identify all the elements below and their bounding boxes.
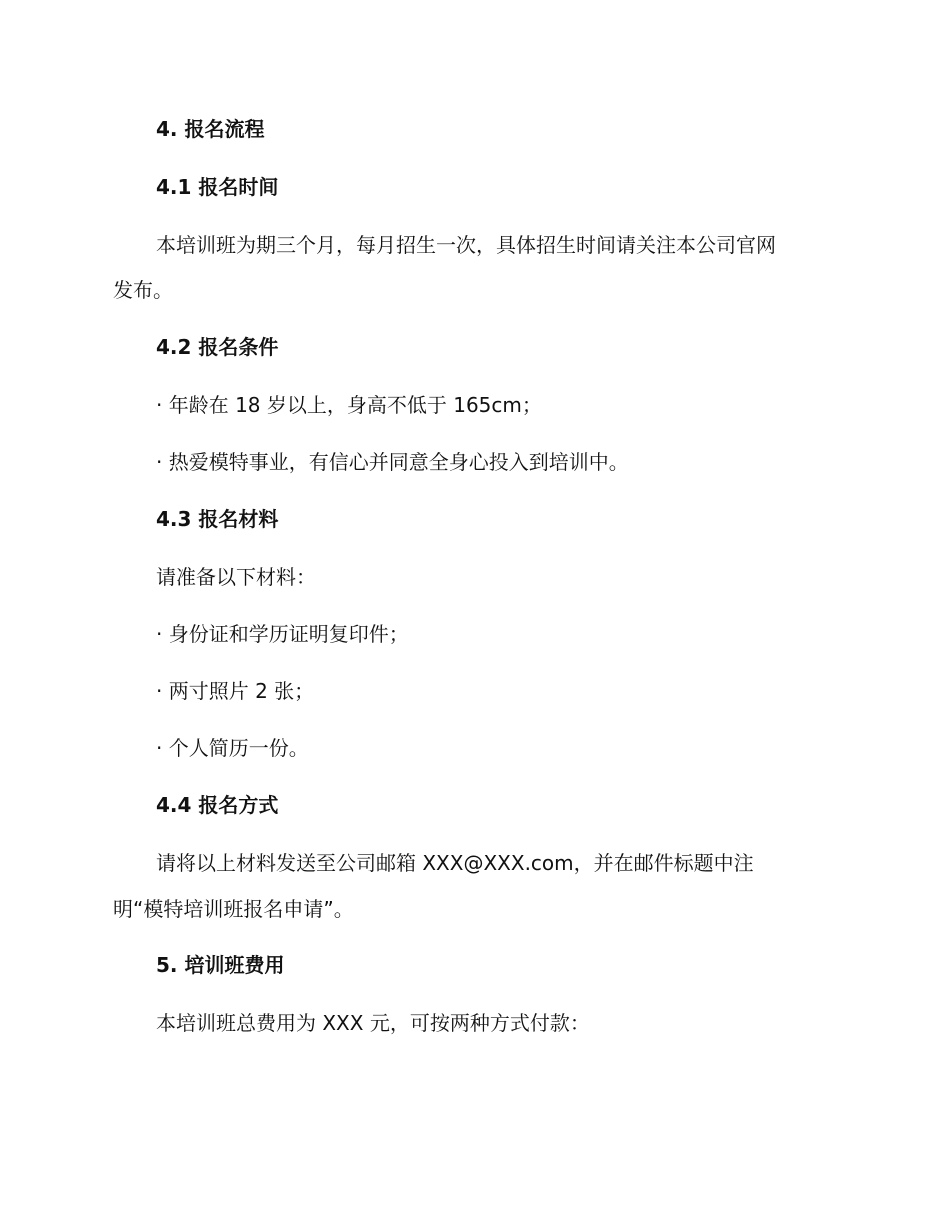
- section-4-4-heading: 4.4 报名方式: [156, 793, 279, 817]
- section-5-paragraph: 本培训班总费用为 XXX 元，可按两种方式付款：: [156, 1011, 590, 1035]
- section-4-heading: 4. 报名流程: [156, 117, 265, 141]
- requirement-item: · 热爱模特事业，有信心并同意全身心投入到培训中。: [156, 450, 629, 474]
- section-4-4-paragraph-line-2: 明“模特培训班报名申请”。: [113, 897, 354, 921]
- section-5-heading: 5. 培训班费用: [156, 953, 285, 977]
- requirement-item: · 年龄在 18 岁以上，身高不低于 165cm；: [156, 393, 542, 417]
- materials-intro: 请准备以下材料：: [156, 565, 316, 589]
- section-4-1-paragraph-line-2: 发布。: [113, 278, 173, 302]
- material-item: · 两寸照片 2 张；: [156, 679, 315, 703]
- section-4-1-heading: 4.1 报名时间: [156, 175, 279, 199]
- material-item: · 个人简历一份。: [156, 736, 309, 760]
- section-4-4-paragraph-line-1: 请将以上材料发送至公司邮箱 XXX@XXX.com，并在邮件标题中注: [156, 851, 754, 875]
- section-4-2-heading: 4.2 报名条件: [156, 335, 279, 359]
- material-item: · 身份证和学历证明复印件；: [156, 622, 409, 646]
- section-4-3-heading: 4.3 报名材料: [156, 507, 279, 531]
- section-4-1-paragraph-line-1: 本培训班为期三个月，每月招生一次，具体招生时间请关注本公司官网: [156, 233, 776, 257]
